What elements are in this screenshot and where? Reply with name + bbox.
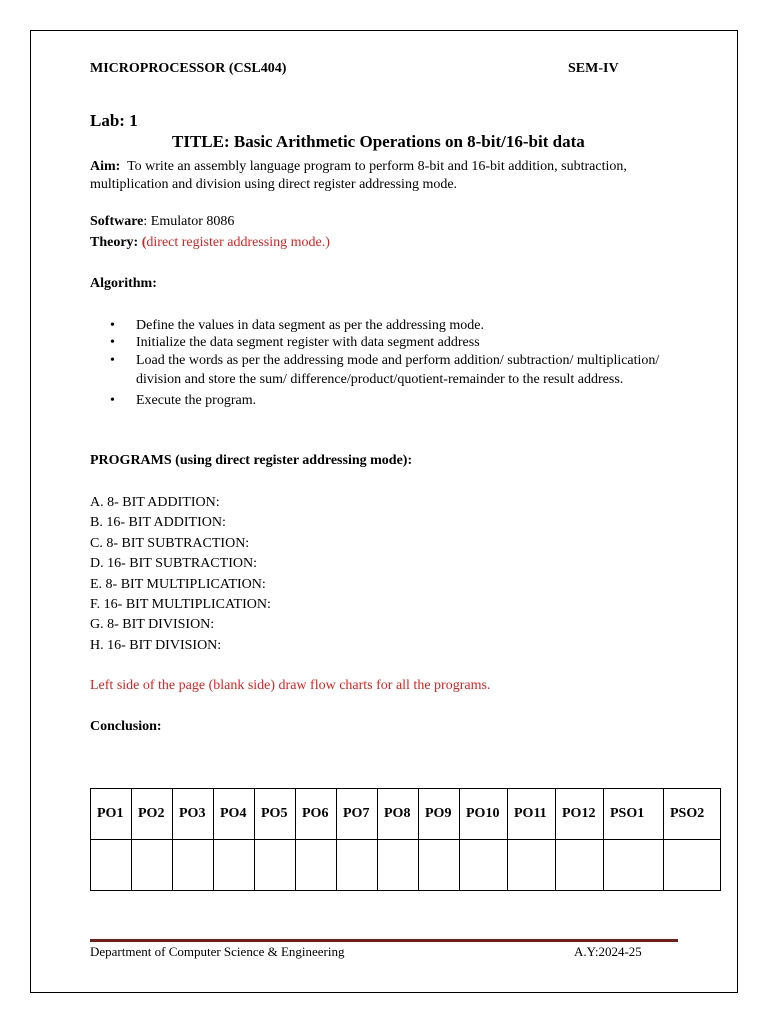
- table-cell: [556, 840, 604, 891]
- table-header-cell: PO4: [214, 789, 255, 840]
- bullet-icon: •: [110, 318, 115, 333]
- programs-heading: PROGRAMS (using direct register addressing mode):: [90, 453, 413, 468]
- flow-chart-note: Left side of the page (blank side) draw flow charts for all the programs.: [90, 678, 491, 693]
- program-item: F. 16- BIT MULTIPLICATION:: [90, 597, 271, 613]
- table-header-cell: PO8: [378, 789, 419, 840]
- list-item: [110, 334, 670, 351]
- programs-list: [90, 493, 271, 656]
- aim-paragraph: [90, 158, 690, 194]
- software-label: Software: [90, 214, 144, 229]
- table-cell: [337, 840, 378, 891]
- table-header-row: [91, 789, 721, 840]
- table-header-cell: PO5: [255, 789, 296, 840]
- conclusion-heading: Conclusion:: [90, 719, 162, 734]
- table-header-cell: PO9: [419, 789, 460, 840]
- table-header-cell: PO1: [91, 789, 132, 840]
- aim-label: Aim:: [90, 159, 121, 174]
- table-header-cell: PO3: [173, 789, 214, 840]
- bullet-icon: •: [110, 353, 115, 368]
- list-item: [110, 317, 670, 334]
- table-cell: [255, 840, 296, 891]
- theory-line: [90, 235, 330, 251]
- table-cell: [664, 840, 721, 891]
- semester-header: SEM-IV: [568, 61, 619, 76]
- table-header-cell: PO10: [460, 789, 508, 840]
- program-item: C. 8- BIT SUBTRACTION:: [90, 535, 250, 551]
- table-cell: [296, 840, 337, 891]
- bullet-icon: •: [110, 335, 115, 350]
- table-cell: [604, 840, 664, 891]
- table-cell: [91, 840, 132, 891]
- table-cell: [419, 840, 460, 891]
- aim-text: To write an assembly language program to perform 8-bit and 16-bit addition, subtraction, multiplication and division using direct register addressing mode.: [90, 159, 627, 192]
- table-cell: [132, 840, 173, 891]
- program-item: E. 8- BIT MULTIPLICATION:: [90, 576, 266, 592]
- algorithm-step: Load the words as per the addressing mode and perform addition/ subtraction/ multiplication/ division and store the sum/ difference/product/quotient-remainder to the result address.: [136, 353, 660, 387]
- list-item: [110, 351, 670, 389]
- theory-label: Theory:: [90, 235, 139, 250]
- algorithm-heading: Algorithm:: [90, 276, 157, 291]
- outcomes-table: [90, 788, 721, 891]
- table-header-cell: PO11: [508, 789, 556, 840]
- program-item: D. 16- BIT SUBTRACTION:: [90, 556, 257, 572]
- table-cell: [173, 840, 214, 891]
- program-item: A. 8- BIT ADDITION:: [90, 495, 220, 510]
- program-item: H. 16- BIT DIVISION:: [90, 637, 222, 653]
- table-header-cell: PO12: [556, 789, 604, 840]
- theory-open-paren: (: [141, 235, 147, 250]
- footer-academic-year: A.Y:2024-25: [574, 944, 642, 959]
- table-header-cell: PSO2: [664, 789, 721, 840]
- algorithm-list: [110, 317, 670, 410]
- footer-divider: [90, 939, 678, 942]
- software-line: [90, 214, 234, 230]
- bullet-icon: •: [110, 393, 115, 408]
- table-cell: [508, 840, 556, 891]
- table-cell: [460, 840, 508, 891]
- footer-department: Department of Computer Science & Engineering: [90, 944, 345, 959]
- table-header-cell: PO7: [337, 789, 378, 840]
- page-title: TITLE: Basic Arithmetic Operations on 8-bit/16-bit data: [172, 132, 585, 151]
- table-cell: [214, 840, 255, 891]
- table-row: [91, 840, 721, 891]
- algorithm-step: Initialize the data segment register with data segment address: [136, 335, 480, 350]
- table-header-cell: PSO1: [604, 789, 664, 840]
- table-header-cell: PO6: [296, 789, 337, 840]
- table-cell: [378, 840, 419, 891]
- program-item: B. 16- BIT ADDITION:: [90, 515, 226, 531]
- theory-value: direct register addressing mode.): [146, 235, 330, 250]
- algorithm-step: Execute the program.: [136, 393, 257, 408]
- list-item: [110, 391, 670, 410]
- course-header: MICROPROCESSOR (CSL404): [90, 61, 287, 76]
- lab-number: Lab: 1: [90, 111, 138, 130]
- software-value: : Emulator 8086: [143, 214, 235, 229]
- table-header-cell: PO2: [132, 789, 173, 840]
- algorithm-step: Define the values in data segment as per the addressing mode.: [136, 318, 484, 333]
- program-item: G. 8- BIT DIVISION:: [90, 617, 215, 633]
